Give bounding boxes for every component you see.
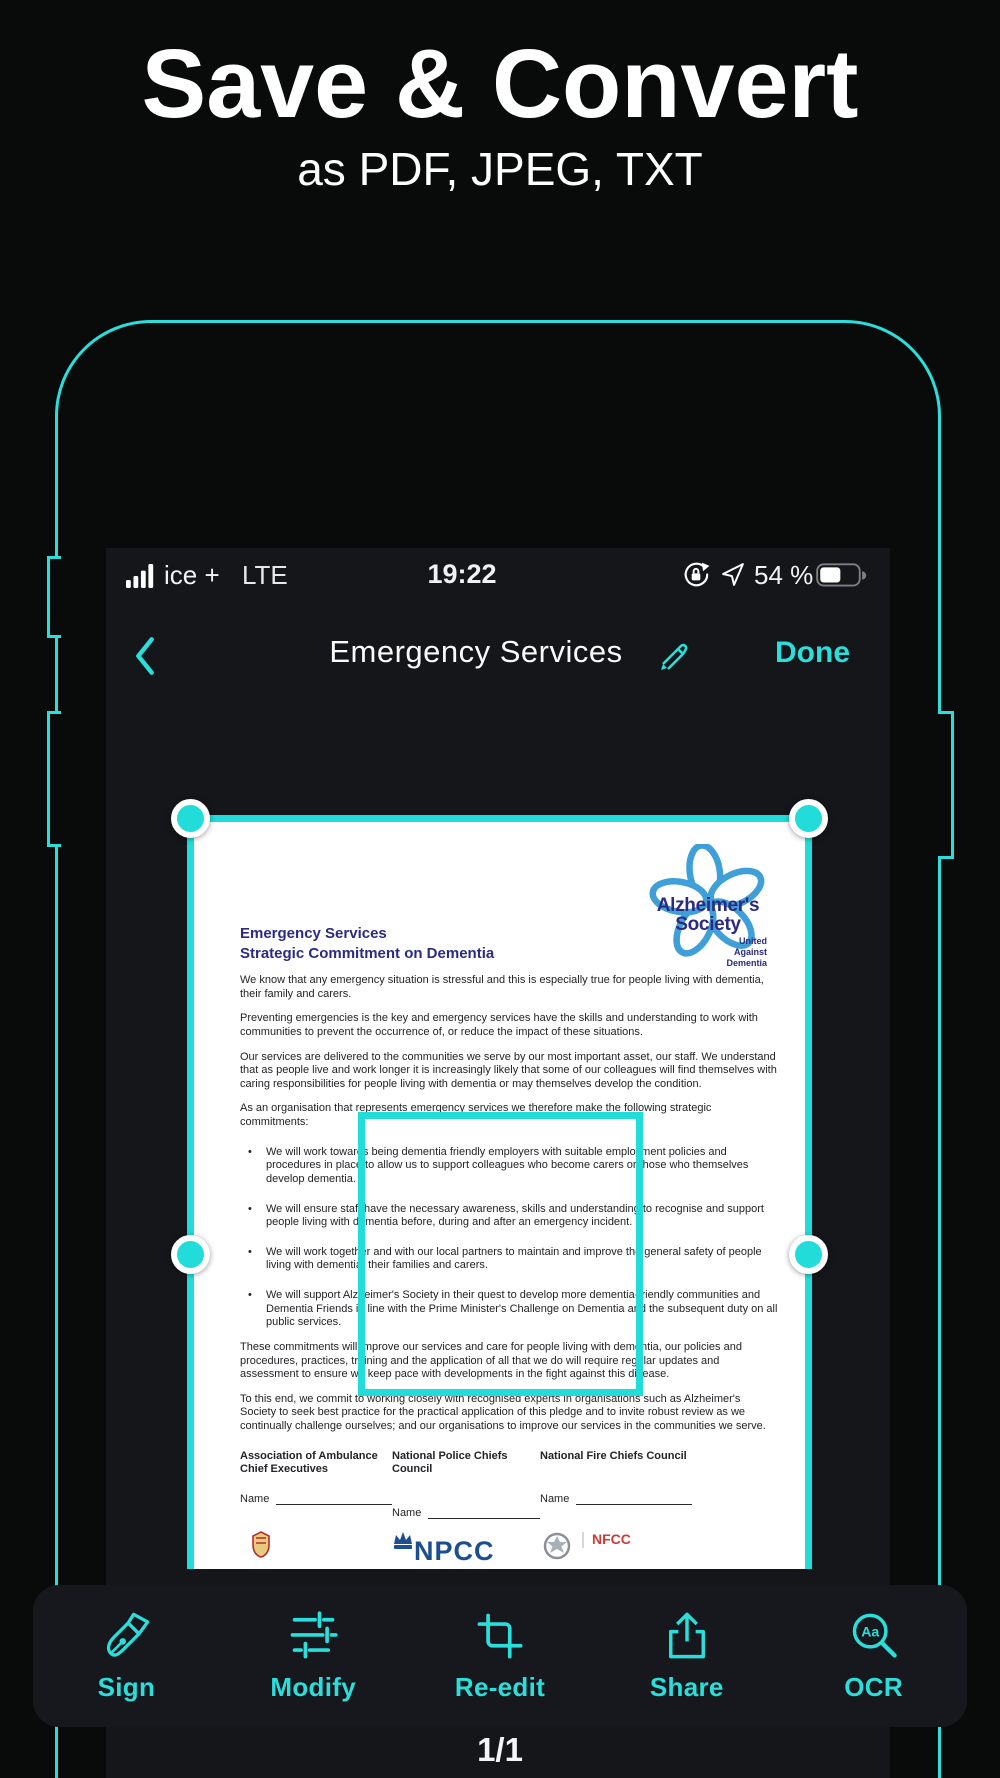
crop-handle-mid-right[interactable] — [789, 1235, 828, 1274]
nfcc-badge-icon — [540, 1528, 574, 1568]
nfcc-label: NFCC — [582, 1532, 631, 1547]
phone-volume-button — [47, 711, 61, 847]
signature-line — [428, 1507, 540, 1519]
logo-name-line2: Society — [675, 914, 741, 935]
modify-button[interactable]: Modify — [220, 1610, 407, 1703]
crop-icon — [473, 1610, 527, 1662]
hero-title: Save & Convert — [141, 29, 859, 138]
signal-icon — [126, 564, 158, 593]
share-button[interactable]: Share — [593, 1610, 780, 1703]
signature-line — [276, 1493, 392, 1505]
hero-subtitle: as PDF, JPEG, TXT — [297, 143, 703, 195]
inner-selection-rect[interactable] — [358, 1112, 643, 1396]
location-arrow-icon — [721, 562, 746, 592]
footer-logos-row — [240, 1528, 779, 1569]
phone-mute-button — [47, 556, 61, 638]
signatories-row — [240, 1450, 779, 1520]
doc-paragraph: These commitments will improve our services and care for people living with dementia, our policies and procedures, practices, training and the application of all that we do will require regular updates and assessment to ensure we keep pace with developments in the fight against this disease. — [240, 1340, 742, 1381]
doc-paragraph: Preventing emergencies is the key and emergency services have the skills and understanding to work with communities to prevent the occurrence of, or reduce the impact of these situations. — [240, 1012, 758, 1038]
signatory-column: National Fire Chiefs Council Name — [540, 1450, 779, 1520]
crop-handle-top-left[interactable] — [171, 799, 210, 838]
doc-bullet: • We will work together and with our local partners to maintain and improve the general safety of people living with dementia, their families and carers. — [240, 1246, 779, 1273]
logo-name-line1: Alzheimer's — [656, 895, 760, 916]
signature-line — [576, 1493, 692, 1505]
crop-border-left[interactable] — [187, 815, 194, 1569]
battery-percent-label: 54 % — [754, 560, 814, 590]
crop-border-top[interactable] — [187, 815, 812, 822]
doc-paragraph: To this end, we commit to working closely with recognised experts in organisations such as Alzheimer's Society to seek best practice for the practical application of this pledge and to invite robust review as we continually challenge ourselves; and our organisations to improve our services in the communities we serve. — [240, 1392, 766, 1432]
npcc-crown-icon — [392, 1528, 414, 1568]
ocr-button[interactable]: Aa OCR — [780, 1610, 967, 1703]
logo-tagline: United Against Dementia — [726, 936, 767, 968]
page-indicator: 1/1 — [477, 1731, 523, 1768]
status-time: 19:22 — [427, 559, 497, 589]
document-title: Emergency Services — [329, 634, 623, 669]
pen-nib-icon — [99, 1610, 153, 1662]
back-button[interactable] — [132, 636, 162, 676]
rotation-lock-icon — [682, 561, 710, 594]
signatory-column: National Police Chiefs Council Name — [392, 1450, 540, 1520]
npcc-label: NPCC — [414, 1536, 495, 1567]
re-edit-button[interactable]: Re-edit — [407, 1610, 594, 1703]
crop-handle-top-right[interactable] — [789, 799, 828, 838]
edit-pencil-icon — [658, 640, 690, 672]
sliders-icon — [286, 1610, 340, 1662]
bottom-toolbar — [33, 1585, 967, 1727]
svg-text:Aa: Aa — [860, 1623, 879, 1640]
carrier-label: ice + — [164, 560, 220, 590]
doc-heading: Emergency Services Strategic Commitment on Dementia — [240, 925, 495, 962]
ocr-magnifier-icon — [847, 1610, 901, 1662]
npcc-logo — [392, 1528, 540, 1569]
doc-paragraph: Our services are delivered to the communities we serve by our most important asset, our staff. We understand that as people live and work longer it is increasingly likely that some of our colleagues will find themselves with caring responsibilities for people living with dementia or may themselves develop the condition. — [240, 1050, 777, 1090]
done-button[interactable]: Done — [775, 636, 850, 669]
doc-paragraph: As an organisation that represents emergency services we therefore make the following strategic commitments: — [240, 1102, 712, 1128]
battery-icon — [816, 563, 868, 593]
share-icon — [660, 1610, 714, 1662]
doc-bullet: • We will work towards being dementia friendly employers with suitable employment policies and procedures in place to allow us to support colleagues who become carers or those who themselves develop dementia. — [240, 1146, 779, 1187]
doc-bullet: • We will support Alzheimer's Society in their quest to develop more dementia-friendly communities and Dementia Friends in line with the Prime Minister's Challenge on Dementia and the subsequent duty on all public services. — [240, 1289, 779, 1330]
doc-paragraph: We know that any emergency situation is stressful and this is especially true for people living with dementia, their family and carers. — [240, 974, 764, 1000]
nfcc-logo — [540, 1528, 779, 1569]
crop-handle-mid-left[interactable] — [171, 1235, 210, 1274]
alzheimers-society-logo — [645, 844, 771, 966]
aace-crest-icon — [240, 1528, 392, 1569]
crop-border-right[interactable] — [805, 815, 812, 1569]
doc-bullet: • We will ensure staff have the necessary awareness, skills and understanding to recognise and support people living with dementia before, during and after an emergency incident. — [240, 1203, 779, 1230]
signatory-column: Association of Ambulance Chief Executives Name — [240, 1450, 392, 1520]
back-chevron-icon — [132, 636, 158, 676]
sign-button[interactable]: Sign — [33, 1610, 220, 1703]
rename-button[interactable] — [658, 640, 690, 672]
network-label: LTE — [242, 560, 288, 590]
phone-power-button — [938, 711, 954, 859]
